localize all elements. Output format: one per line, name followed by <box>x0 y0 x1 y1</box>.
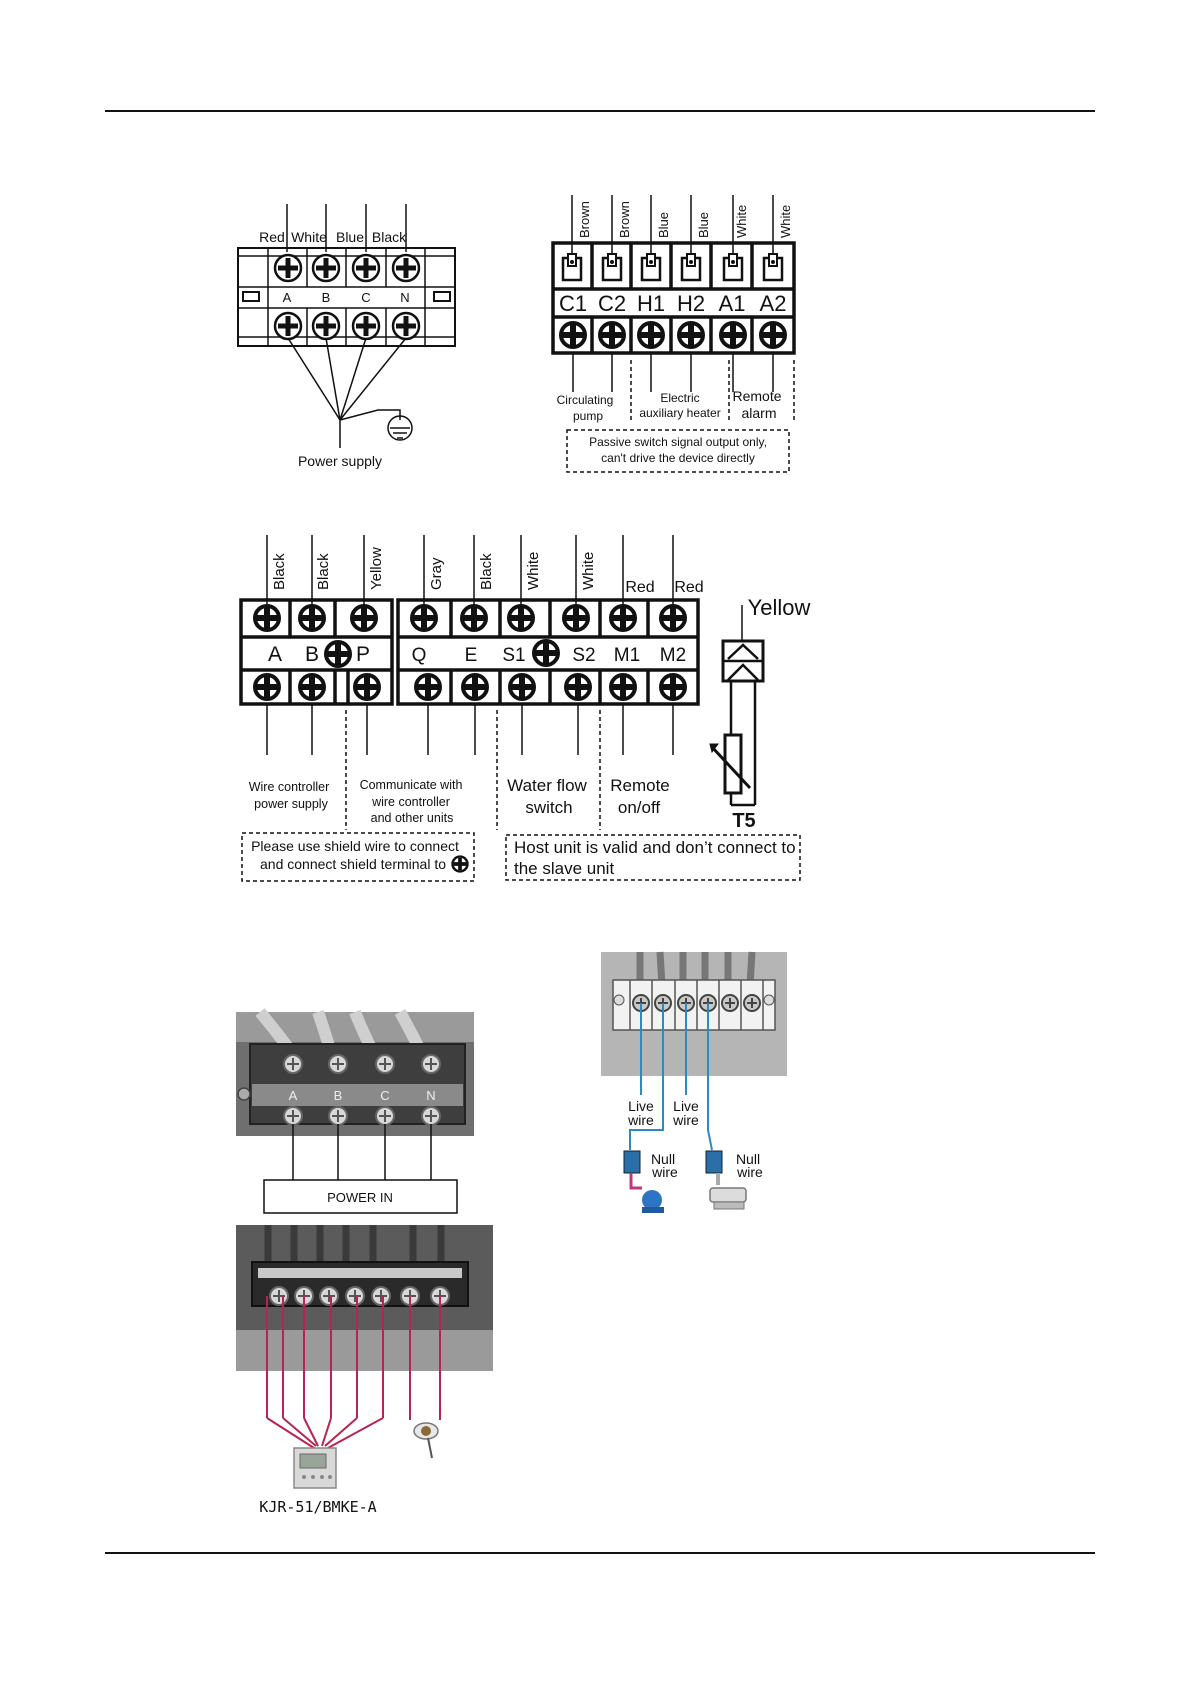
pump-heater-photo <box>601 952 787 1213</box>
heater-label: auxiliary heater <box>639 406 721 420</box>
terminal-label: Q <box>411 645 427 666</box>
controller-model-label: KJR-51/BMKE-A <box>259 1498 377 1516</box>
power-terminal-photo <box>236 1012 474 1213</box>
output-terminal-diagram <box>553 195 794 472</box>
passive-switch-note: Passive switch signal output only, <box>589 435 767 449</box>
terminal-label: M1 <box>613 645 641 666</box>
t5-sensor-icon <box>710 605 763 805</box>
live-wire-label: wire <box>673 1112 699 1128</box>
communicate-label: Communicate with <box>359 778 463 792</box>
wire-color-label: Blue <box>335 229 365 245</box>
null-wire-label: Null <box>650 1151 676 1167</box>
t5-label: T5 <box>732 810 756 832</box>
host-unit-note: Host unit is valid and don’t connect to <box>514 838 796 857</box>
wire-color-label: White <box>291 229 327 245</box>
wire-color-label: Red <box>625 579 655 596</box>
terminal-label: A <box>282 290 292 305</box>
terminal-label: N <box>400 290 410 305</box>
wired-controller-icon <box>294 1448 336 1488</box>
sensor-wire-label: Yellow <box>747 595 811 620</box>
null-wire-label: Null <box>735 1151 761 1167</box>
wire-color-label: Black <box>478 553 495 590</box>
wire-color-label: White <box>580 551 597 590</box>
wire-color-label: Yellow <box>368 547 385 590</box>
terminal-label: P <box>355 643 371 666</box>
wire-controller-label: Wire controller <box>248 780 330 794</box>
live-wire-label: Live <box>628 1098 654 1114</box>
power-supply-label: Power supply <box>297 453 383 469</box>
remote-onoff-label: Remote <box>610 776 670 795</box>
pump-label: pump <box>572 409 604 423</box>
water-flow-label: Water flow <box>507 776 587 795</box>
photo-terminal-label: N <box>426 1088 436 1103</box>
wire-color-label: Brown <box>577 201 592 238</box>
terminal-label: A2 <box>759 291 787 316</box>
wire-color-label: Black <box>315 553 332 590</box>
terminal-label: B <box>321 290 331 305</box>
terminal-label: C <box>361 290 371 305</box>
wire-color-label: Red <box>674 579 704 596</box>
terminal-label: M2 <box>659 645 687 666</box>
wire-color-label: White <box>778 204 793 238</box>
remote-onoff-label: on/off <box>617 798 661 817</box>
wire-color-label: White <box>525 551 542 590</box>
terminal-label: S2 <box>572 645 596 666</box>
pump-label: Circulating <box>556 393 614 407</box>
output-terminal-block <box>553 243 794 353</box>
terminal-label: S1 <box>502 645 526 666</box>
wire-color-label: Red <box>259 229 285 245</box>
photo-terminal-label: C <box>380 1088 390 1103</box>
terminal-label: E <box>464 645 478 666</box>
ground-terminal-icon <box>453 857 468 872</box>
wire-color-label: Blue <box>656 211 671 238</box>
control-terminal-diagram <box>241 535 811 881</box>
communicate-label: wire controller <box>372 795 450 809</box>
terminal-label: A <box>267 643 283 666</box>
alarm-label: Remote <box>732 388 782 404</box>
terminal-label: B <box>304 643 320 666</box>
null-wire-label: wire <box>737 1164 763 1180</box>
terminal-label: A1 <box>718 291 746 316</box>
heater-label: Electric <box>660 391 700 405</box>
power-terminal-diagram <box>238 204 455 469</box>
wire-color-label: Black <box>371 229 407 245</box>
shield-note: Please use shield wire to connect <box>251 838 459 854</box>
terminal-label: H2 <box>676 291 706 316</box>
alarm-label: alarm <box>741 405 777 421</box>
wire-color-label: Black <box>271 553 288 590</box>
communicate-label: and other units <box>370 811 454 825</box>
wire-color-label: Gray <box>428 557 445 590</box>
terminal-label: H1 <box>636 291 666 316</box>
terminal-label: C2 <box>597 291 627 316</box>
water-flow-label: switch <box>525 798 573 817</box>
wire-controller-label: power supply <box>254 797 328 811</box>
host-unit-note: the slave unit <box>514 859 615 878</box>
shield-note: and connect shield terminal to <box>260 856 446 872</box>
live-wire-label: Live <box>673 1098 699 1114</box>
power-in-label: POWER IN <box>327 1190 393 1205</box>
wire-color-label: White <box>734 204 749 238</box>
passive-switch-note: can't drive the device directly <box>601 451 755 465</box>
terminal-label: C1 <box>558 291 588 316</box>
null-wire-label: wire <box>652 1164 678 1180</box>
photo-terminal-label: A <box>288 1088 298 1103</box>
wire-color-label: Blue <box>696 211 711 238</box>
water-flow-switch-icon <box>414 1423 438 1458</box>
controller-wiring-photo <box>236 1225 493 1516</box>
photo-terminal-label: B <box>333 1088 343 1103</box>
wire-color-label: Brown <box>617 201 632 238</box>
live-wire-label: wire <box>628 1112 654 1128</box>
